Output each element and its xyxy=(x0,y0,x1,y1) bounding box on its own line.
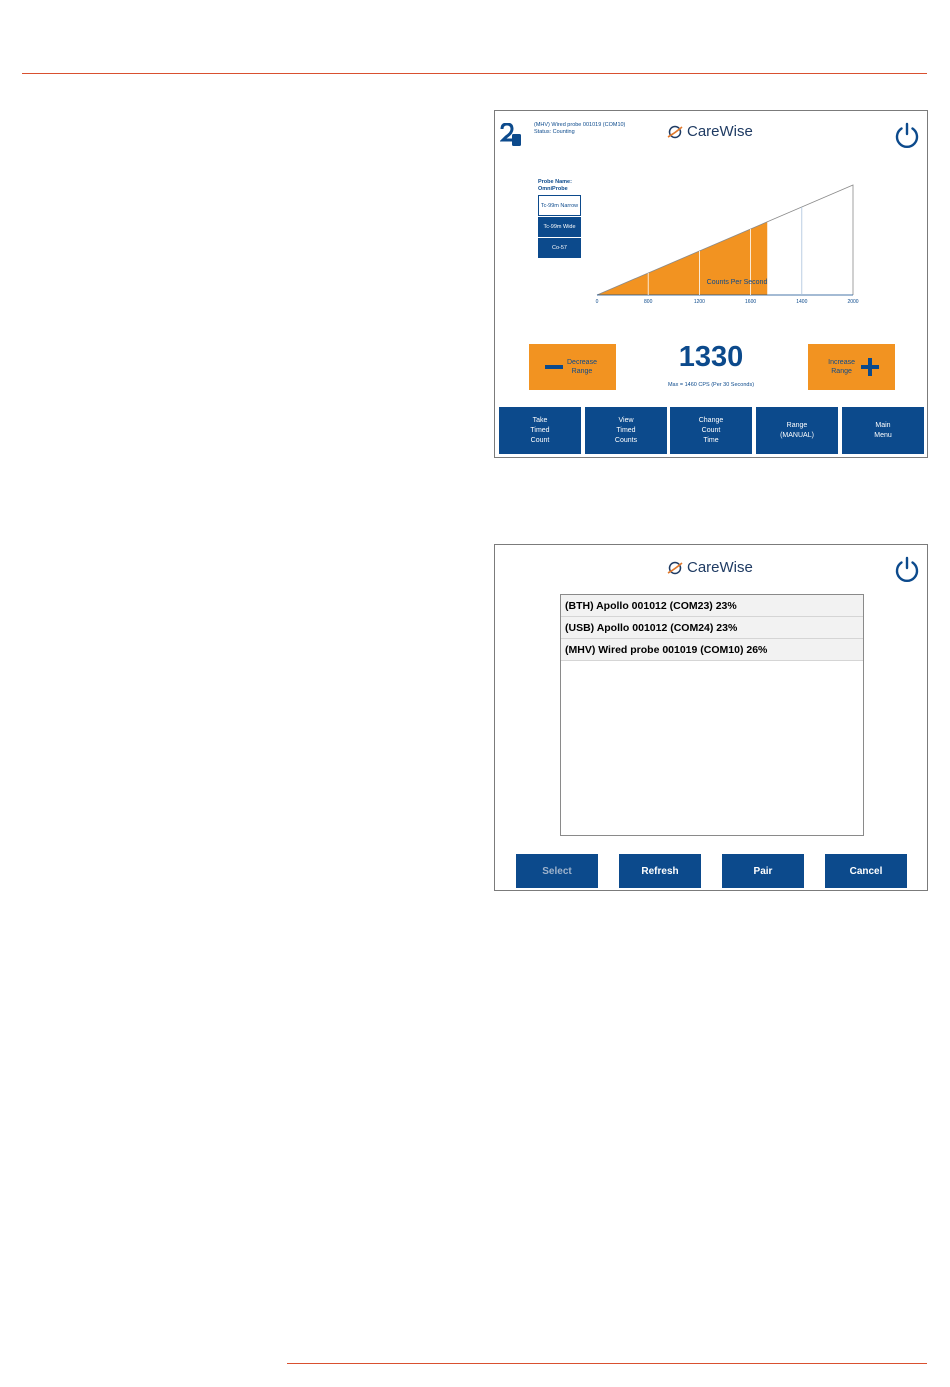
carewise-logo-icon xyxy=(667,560,683,576)
cps-axis-label: Counts Per Second xyxy=(706,279,768,286)
device-list-item[interactable]: (MHV) Wired probe 001019 (COM10) 26% xyxy=(561,639,863,661)
range-manual-button[interactable]: Range (MANUAL) xyxy=(756,407,838,454)
probe-status-line1: (MHV) Wired probe 001019 (COM10) xyxy=(534,122,626,128)
decrease-range-label: Decrease Range xyxy=(567,359,597,375)
count-value: 1330 xyxy=(678,341,744,373)
power-icon[interactable] xyxy=(893,555,921,583)
cps-tick-label: 1200 xyxy=(693,299,705,305)
carewise-logo xyxy=(667,559,753,576)
decrease-range-button[interactable] xyxy=(529,344,616,390)
cps-tick-label: 800 xyxy=(644,299,653,305)
probe-connection-icon xyxy=(500,123,522,147)
carewise-logo-icon xyxy=(667,124,683,140)
brand-name: CareWise xyxy=(687,123,753,140)
device-list-item[interactable]: (BTH) Apollo 001012 (COM23) 23% xyxy=(561,595,863,617)
device-select-screen xyxy=(494,544,928,891)
counts-per-second-chart xyxy=(585,181,865,311)
minus-icon xyxy=(545,365,563,369)
device-list[interactable] xyxy=(560,594,864,836)
take-timed-count-button[interactable]: Take Timed Count xyxy=(499,407,581,454)
probe-status-line2: Status: Counting xyxy=(534,129,575,135)
plus-icon xyxy=(861,358,879,376)
isotope-option-tc99m-narrow[interactable]: Tc-99m Narrow xyxy=(538,195,581,216)
cps-tick-label: 2000 xyxy=(847,299,859,305)
main-menu-button[interactable]: Main Menu xyxy=(842,407,924,454)
select-button[interactable]: Select xyxy=(516,854,598,888)
change-count-time-button[interactable]: Change Count Time xyxy=(670,407,752,454)
isotope-option-tc99m-wide[interactable]: Tc-99m Wide xyxy=(538,216,581,237)
isotope-list xyxy=(538,195,581,258)
brand-name: CareWise xyxy=(687,559,753,576)
probe-name-value: OmniProbe xyxy=(538,186,568,192)
increase-range-button[interactable] xyxy=(808,344,895,390)
carewise-logo xyxy=(667,123,753,140)
isotope-option-co57[interactable]: Co-57 xyxy=(538,237,581,258)
refresh-button[interactable]: Refresh xyxy=(619,854,701,888)
cps-tick-label: 1400 xyxy=(796,299,808,305)
increase-range-label: Increase Range xyxy=(828,359,855,375)
cps-tick-label: 0 xyxy=(595,299,599,305)
view-timed-counts-button[interactable]: View Timed Counts xyxy=(585,407,667,454)
bottom-rule xyxy=(287,1363,927,1364)
power-icon[interactable] xyxy=(893,121,921,149)
counting-screen xyxy=(494,110,928,458)
probe-name-label: Probe Name: xyxy=(538,179,572,185)
device-list-item[interactable]: (USB) Apollo 001012 (COM24) 23% xyxy=(561,617,863,639)
top-rule xyxy=(22,73,927,74)
cps-tick-label: 1600 xyxy=(745,299,757,305)
cancel-button[interactable]: Cancel xyxy=(825,854,907,888)
pair-button[interactable]: Pair xyxy=(722,854,804,888)
max-cps-text: Max = 1460 CPS (Per 30 Seconds) xyxy=(667,382,755,388)
